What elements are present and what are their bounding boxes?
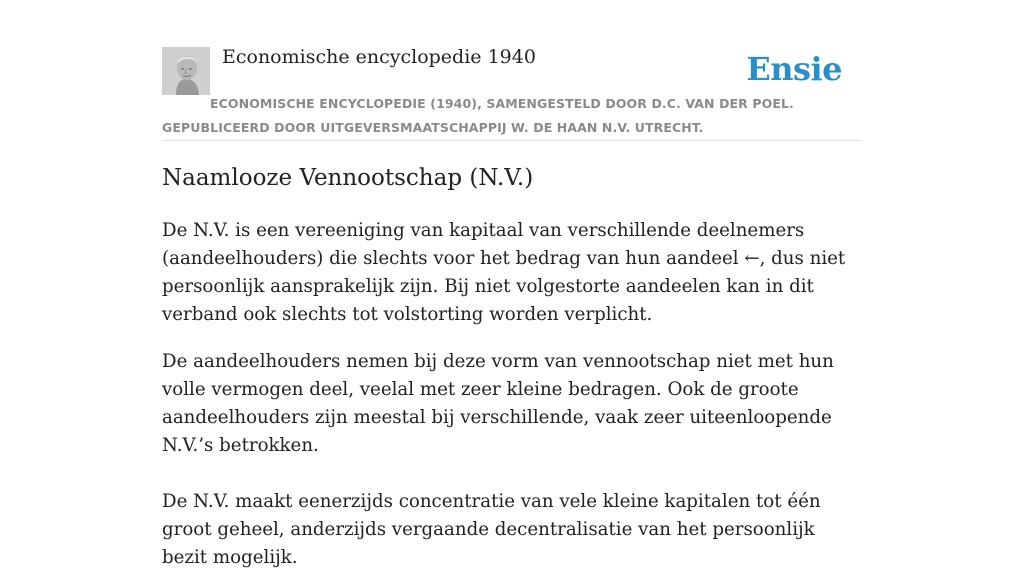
brand-logo-link[interactable]: Ensie bbox=[746, 50, 842, 88]
article-paragraph-3: De N.V. maakt eenerzijds concentratie van vele kleine kapitalen tot één groot geheel, anderzijds vergaande decentralisatie van het persoonlijk bezit mogelijk. bbox=[162, 491, 821, 568]
article-paragraph-2: De aandeelhouders nemen bij deze vorm van vennootschap niet met hun volle vermogen deel, veelal met zeer kleine bedragen. Ook de groote aandeelhouders zijn meestal bij verschillende, vaak zeer uiteenloopende N.V.’s betrokken. bbox=[162, 351, 834, 456]
article-paragraph-1: De N.V. is een vereeniging van kapitaal van verschillende deelnemers (aandeelhouders) die slechts voor het bedrag van hun aandeel ←, dus niet persoonlijk aansprakelijk zijn. Bij niet volgestorte aandeelen kan in dit verband ook slechts tot volstorting worden verplicht. bbox=[162, 220, 846, 325]
page-header bbox=[162, 46, 862, 141]
publication-title[interactable]: Economische encyclopedie 1940 bbox=[222, 46, 536, 68]
author-portrait-icon[interactable] bbox=[162, 47, 210, 95]
article-content bbox=[162, 162, 862, 572]
publication-subtitle: ECONOMISCHE ENCYCLOPEDIE (1940), SAMENGESTELD DOOR D.C. VAN DER POEL. GEPUBLICEERD DOOR UITGEVERSMAATSCHAPPIJ W. DE HAAN N.V. UTRECHT. bbox=[162, 96, 794, 135]
article-title: Naamlooze Vennootschap (N.V.) bbox=[162, 165, 534, 191]
